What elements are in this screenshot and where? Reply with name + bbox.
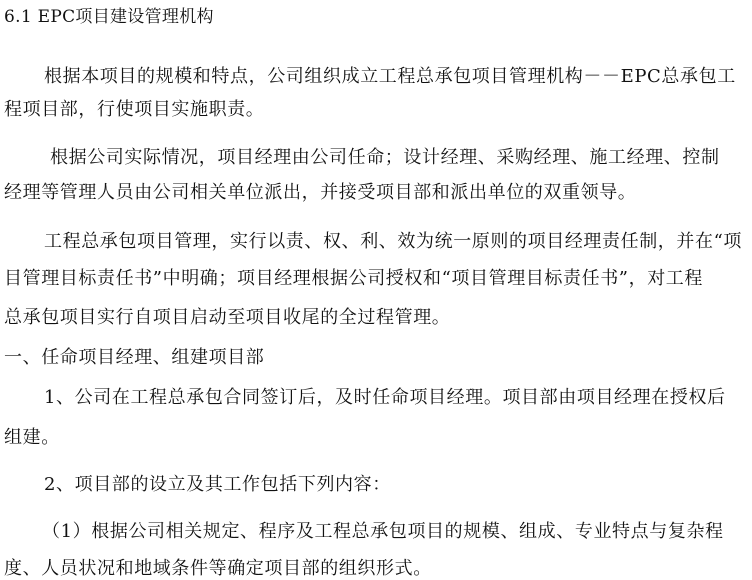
paragraph-line: 1、公司在工程总承包合同签订后，及时任命项目经理。项目部由项目经理在授权后 <box>44 387 726 408</box>
paragraph-line: 程项目部，行使项目实施职责。 <box>4 99 265 120</box>
paragraph-line: 2、项目部的设立及其工作包括下列内容： <box>44 474 391 495</box>
paragraph-line: 根据本项目的规模和特点，公司组织成立工程总承包项目管理机构－－EPC总承包工 <box>44 66 736 87</box>
subsection-heading: 一、任命项目经理、组建项目部 <box>4 347 265 368</box>
paragraph-line: 工程总承包项目管理，实行以责、权、利、效为统一原则的项目经理责任制，并在“项 <box>44 231 742 252</box>
paragraph-line: 目管理目标责任书”中明确；项目经理根据公司授权和“项目管理目标责任书”，对工程 <box>4 268 704 289</box>
paragraph-line: 根据公司实际情况，项目经理由公司任命；设计经理、采购经理、施工经理、控制 <box>50 147 720 168</box>
paragraph-line: 组建。 <box>4 427 60 448</box>
section-title: 6.1 EPC项目建设管理机构 <box>4 7 214 27</box>
paragraph-line: 度、人员状况和地域条件等确定项目部的组织形式。 <box>4 558 432 579</box>
paragraph-line: （1）根据公司相关规定、程序及工程总承包项目的规模、组成、专业特点与复杂程 <box>42 521 724 542</box>
paragraph-line: 经理等管理人员由公司相关单位派出，并接受项目部和派出单位的双重领导。 <box>4 182 637 203</box>
paragraph-line: 总承包项目实行自项目启动至项目收尾的全过程管理。 <box>4 307 451 328</box>
